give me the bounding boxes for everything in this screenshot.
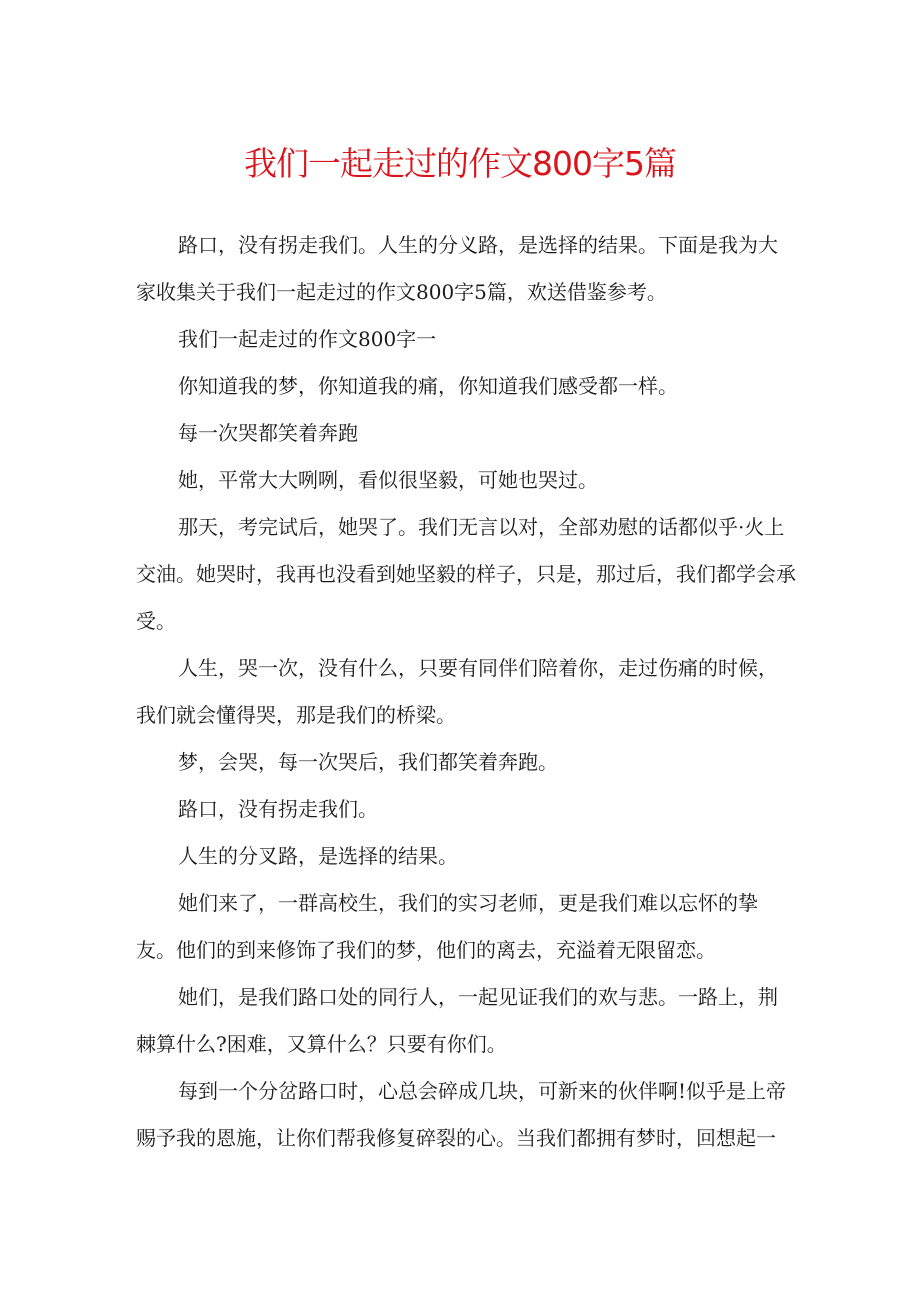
paragraph: 人生，哭一次，没有什么，只要有同伴们陪着你，走过伤痛的时候，我们就会懂得哭，那是我们的桥梁。	[136, 656, 778, 727]
paragraph: 每一次哭都笑着奔跑	[178, 421, 358, 445]
paragraph: 她们来了，一群高校生，我们的实习老师，更是我们难以忘怀的挚友。他们的到来修饰了我们的梦，他们的离去，充溢着无限留恋。	[136, 891, 758, 962]
paragraph: 人生的分叉路，是选择的结果。	[178, 844, 458, 868]
paragraph: 路口，没有拐走我们。	[178, 797, 378, 821]
paragraph: 每到一个分岔路口时，心总会碎成几块，可新来的伙伴啊!似乎是上帝赐予我的恩施，让你们帮我修复碎裂的心。当我们都拥有梦时，回想起一	[136, 1079, 787, 1150]
paragraph: 你知道我的梦，你知道我的痛，你知道我们感受都一样。	[178, 374, 678, 398]
paragraph: 她们，是我们路口处的同行人，一起见证我们的欢与悲。一路上，荆棘算什么?困难，又算什么？只要有你们。	[136, 985, 778, 1056]
paragraph-section-heading: 我们一起走过的作文800字一	[178, 327, 437, 351]
paragraph: 她，平常大大咧咧，看似很坚毅，可她也哭过。	[178, 468, 598, 492]
paragraph-intro: 路口，没有拐走我们。人生的分义路，是选择的结果。下面是我为大家收集关于我们一起走过的作文800字5篇，欢送借鉴参考。	[136, 233, 778, 304]
document-body	[136, 222, 796, 1162]
paragraph: 那天，考完试后，她哭了。我们无言以对，全部劝慰的话都似乎·火上交油。她哭时，我再也没看到她坚毅的样子，只是，那过后，我们都学会承受。	[136, 515, 796, 633]
paragraph: 梦，会哭，每一次哭后，我们都笑着奔跑。	[178, 750, 558, 774]
document-title: 我们一起走过的作文800字5篇	[244, 144, 676, 183]
